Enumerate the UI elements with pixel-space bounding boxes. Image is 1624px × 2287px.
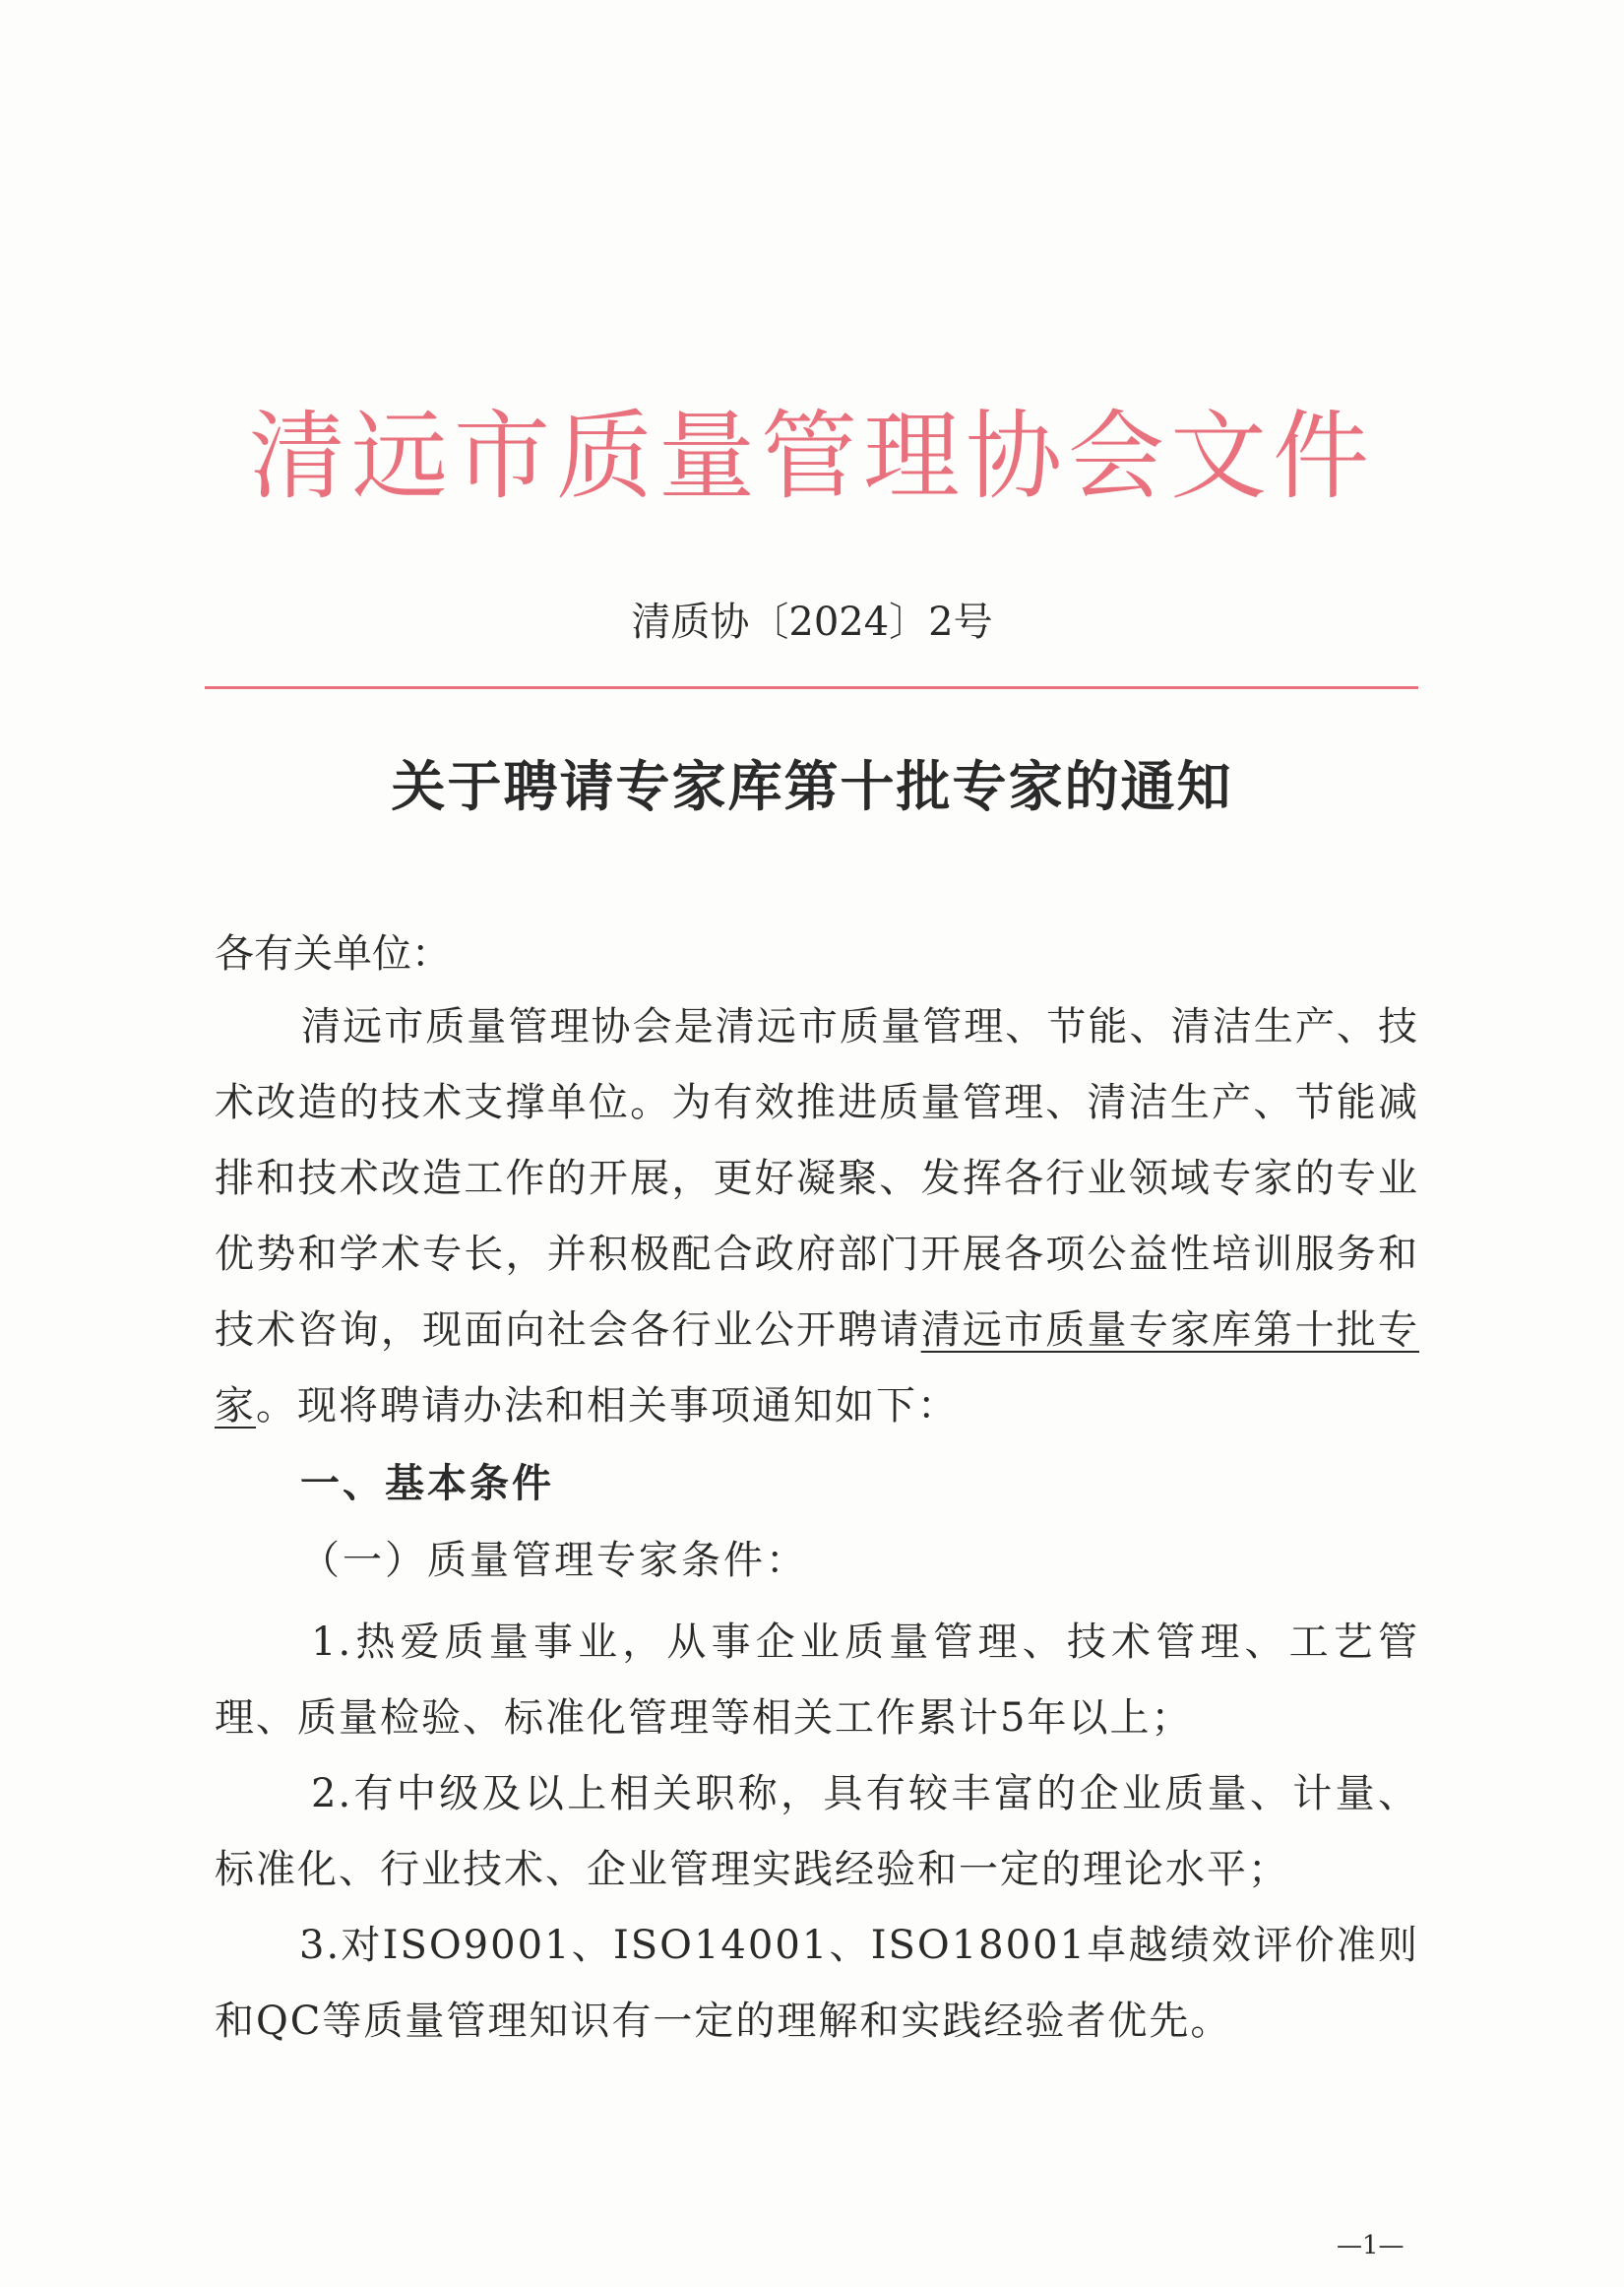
document-header-title: 清远市质量管理协会文件 [248,401,1375,513]
page-number: —1— [1337,2231,1405,2260]
condition-item: 2.有中级及以上相关职称，具有较丰富的企业质量、计量、标准化、行业技术、企业管理实践经验和一定的理论水平； [215,1771,1419,1892]
intro-text-end: 。现将聘请办法和相关事项通知如下： [256,1383,959,1429]
document-number: 清质协〔2024〕2号 [631,600,993,645]
header-divider-line [205,686,1418,689]
subsection-heading: （一）质量管理专家条件： [300,1538,808,1583]
salutation: 各有关单位： [215,931,451,977]
section-heading: 一、基本条件 [300,1460,554,1506]
condition-item: 3.对ISO9001、ISO14001、ISO18001卓越绩效评价准则和QC等质量管理知识有一定的理解和实践经验者优先。 [215,1923,1419,2044]
notice-title: 关于聘请专家库第十批专家的通知 [391,754,1233,818]
condition-item: 1.热爱质量事业，从事企业质量管理、技术管理、工艺管理、质量检验、标准化管理等相关工作累计5年以上； [215,1620,1419,1741]
intro-text: 清远市质量管理协会是清远市质量管理、节能、清洁生产、技术改造的技术支撑单位。为有效推进质量管理、清洁生产、节能减排和技术改造工作的开展，更好凝聚、发挥各行业领域专家的专业优势和学术专长，并积极配合政府部门开展各项公益性培训服务和技术咨询，现面向社会各行业公开聘请 [215,1004,1419,1353]
underlined-expert-batch: 清远市质量专家库第十批专家 [215,1307,1420,1429]
intro-paragraph [215,989,1419,1444]
